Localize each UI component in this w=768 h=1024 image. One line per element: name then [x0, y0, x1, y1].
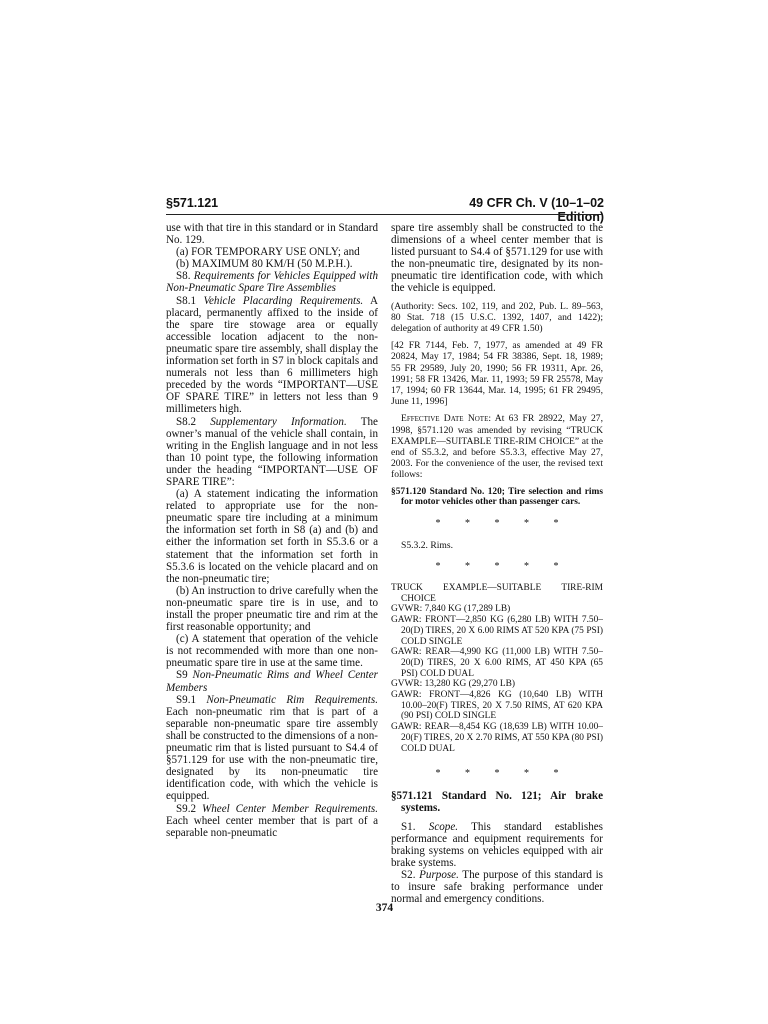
truck-example-block [391, 583, 603, 754]
effective-date-note [391, 413, 603, 480]
paragraph [391, 869, 603, 905]
section-label: S8. [176, 270, 191, 283]
truck-line: GAWR: REAR—4,990 KG (11,000 LB) WITH 7.50–20(D) TIRES, 20 X 6.00 RIMS, AT 450 KPA (65 PSI) COLD DUAL [391, 647, 603, 679]
stars-separator: * * * * * [435, 768, 559, 780]
section-title: Supplementary Information. [210, 415, 347, 428]
truck-line: GVWR: 7,840 KG (17,289 LB) [391, 604, 511, 615]
section-label: S9.2 [176, 802, 197, 815]
paragraph: (a) FOR TEMPORARY USE ONLY; and [176, 246, 360, 259]
section-title: Non-Pneumatic Rim Requirements. [206, 693, 378, 706]
truck-line: TRUCK EXAMPLE—SUITABLE TIRE-RIM CHOICE [391, 583, 603, 604]
section-label: S2. [401, 868, 416, 881]
section-title: Purpose. [419, 868, 459, 881]
running-head-title: 49 CFR Ch. V (10–1–02 Edition) [469, 196, 604, 224]
paragraph [391, 821, 603, 869]
paragraph: (c) A statement that operation of the vehicle is not recommended with more than one non-pneumatic spare tire in use at the same time. [166, 633, 378, 670]
section-heading [166, 669, 378, 693]
rims-heading: S5.3.2. Rims. [401, 539, 453, 551]
section-title: Requirements for Vehicles Equipped with Non-Pneumatic Spare Tire Assemblies [166, 270, 378, 295]
truck-line: GAWR: REAR—8,454 KG (18,639 LB) WITH 10.00–20(F) TIRES, 20 X 2.70 RIMS, AT 550 KPA (80 PSI) COLD DUAL [391, 722, 603, 754]
section-label: S8.1 [176, 294, 197, 307]
section-text: Each non-pneumatic rim that is part of a separable non-pneumatic spare tire assembly shall be constructed to the dimensions of a non-pneumatic rim that is listed pursuant to S4.4 of §571.129 for use with the non-pneumatic tire, designated by its non-pneumatic tire identification code, with which the vehicle is equipped. [166, 705, 378, 803]
section-text: Each wheel center member that is part of a separable non-pneumatic [166, 814, 378, 839]
stars-separator: * * * * * [435, 517, 559, 529]
section-title: Vehicle Placarding Requirements. [203, 294, 364, 307]
paragraph [166, 416, 378, 489]
paragraph: spare tire assembly shall be constructed to the dimensions of a wheel center member that is listed pursuant to S4.4 of §571.129 for use with the non-pneumatic tire, designated by its non-pneumatic tire identification code, with which the vehicle is equipped. [391, 222, 603, 295]
section-text: This standard establishes performance and equipment requirements for braking systems on vehicles equipped with air brake systems. [391, 820, 603, 869]
paragraph [166, 694, 378, 803]
history-note: [42 FR 7144, Feb. 7, 1977, as amended at 49 FR 20824, May 17, 1984; 54 FR 38386, Sept. 18, 1989; 55 FR 29589, July 20, 1990; 56 FR 19311, Apr. 26, 1991; 58 FR 13426, Mar. 11, 1993; 59 FR 25578, May 17, 1994; 60 FR 13644, Mar. 14, 1995; 61 FR 29495, June 11, 1996] [391, 340, 603, 408]
paragraph [166, 295, 378, 416]
note-text: At 63 FR 28922, May 27, 1998, §571.120 was amended by revising “TRUCK EXAMPLE—SUITABLE TIRE-RIM CHOICE” at the end of S5.3.2, and before S5.3.3, effective May 27, 2003. For the convenience of the user, the revised text follows: [391, 413, 604, 481]
section-label: S9.1 [176, 693, 197, 706]
running-head-section: §571.121 [166, 196, 219, 210]
paragraph: (a) A statement indicating the information related to appropriate use for the non-pneumatic spare tire including at a minimum the information set forth in S8 (a) and (b) and either the information set forth in S5.3.6 or a statement that the information set forth in S5.3.6 is located on the vehicle placard and on the non-pneumatic tire; [166, 488, 378, 585]
section-title: Scope. [428, 820, 459, 833]
section-heading [166, 270, 378, 294]
paragraph: use with that tire in this standard or in Standard No. 129. [166, 222, 378, 247]
truck-line: GVWR: 13,280 KG (29,270 LB) [391, 679, 515, 690]
section-text: The purpose of this standard is to insure safe braking performance under normal and emergency conditions. [391, 868, 603, 906]
section-title: Wheel Center Member Requirements. [201, 802, 378, 815]
header-rule [166, 214, 603, 215]
section-label: S9 [176, 669, 188, 682]
section-text: The owner’s manual of the vehicle shall contain, in writing in the English language and in not less than 10 point type, the following information under the heading “IMPORTANT—USE OF SPARE TIRE”: [166, 415, 378, 488]
section-label: S8.2 [176, 415, 197, 428]
page-number: 374 [375, 902, 394, 914]
paragraph [166, 803, 378, 839]
left-column [166, 222, 378, 839]
truck-line: GAWR: FRONT—2,850 KG (6,280 LB) WITH 7.50–20(D) TIRES, 20 X 6.00 RIMS AT 520 KPA (75 PSI) COLD SINGLE [391, 615, 603, 647]
authority-note: (Authority: Secs. 102, 119, and 202, Pub. L. 89–563, 80 Stat. 718 (15 U.S.C. 1392, 1407, and 1422); delegation of authority at 49 CFR 1.50) [391, 300, 603, 334]
right-column [391, 222, 603, 905]
section-120-heading: §571.120 Standard No. 120; Tire selection and rims for motor vehicles other than passenger cars. [391, 486, 603, 508]
truck-line: GAWR: FRONT—4,826 KG (10,640 LB) WITH 10.00–20(F) TIRES, 20 X 7.50 RIMS, AT 620 KPA (90 PSI) COLD SINGLE [391, 690, 603, 722]
stars-separator: * * * * * [435, 560, 559, 572]
section-label: S1. [401, 820, 416, 833]
section-text: A placard, permanently affixed to the inside of the spare tire stowage area or equally accessible location adjacent to the non-pneumatic spare tire assembly, shall display the information set forth in S7 in block capitals and numerals not less than 6 millimeters high preceded by the words “IMPORTANT—USE OF SPARE TIRE” in letters not less than 9 millimeters high. [166, 294, 378, 416]
section-121-heading: §571.121 Standard No. 121; Air brake systems. [391, 790, 603, 815]
paragraph: (b) An instruction to drive carefully when the non-pneumatic spare tire is in use, and to install the proper pneumatic tire and rim at the first reasonable opportunity; and [166, 584, 378, 634]
paragraph: (b) MAXIMUM 80 KM/H (50 M.P.H.). [176, 258, 353, 271]
note-label: Effective Date Note: [401, 413, 492, 425]
section-title: Non-Pneumatic Rims and Wheel Center Members [166, 669, 378, 694]
